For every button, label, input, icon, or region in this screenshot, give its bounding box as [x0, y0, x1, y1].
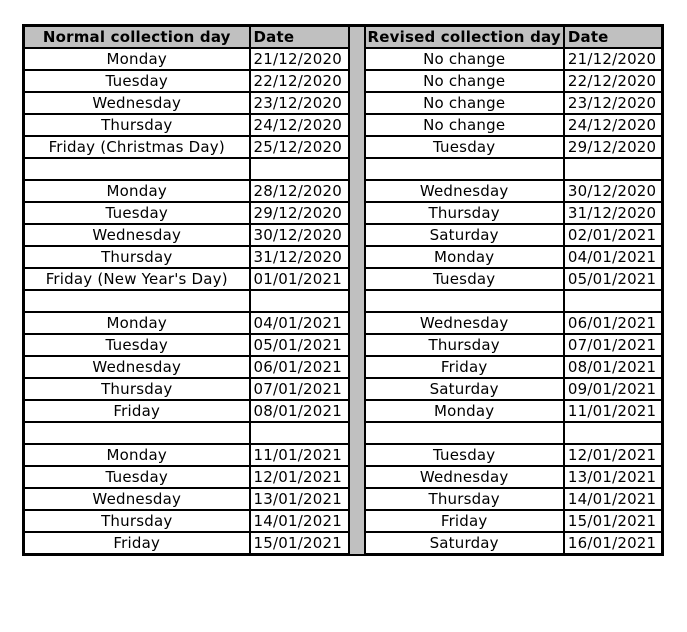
revised-day-cell: Thursday — [365, 202, 564, 224]
table-row — [24, 334, 663, 356]
normal-day-cell: Tuesday — [24, 466, 250, 488]
table-row — [24, 180, 663, 202]
revised-day-cell: Thursday — [365, 488, 564, 510]
normal-day-cell: Friday — [24, 532, 250, 555]
revised-date-cell: 15/01/2021 — [564, 510, 663, 532]
normal-day-cell — [24, 158, 250, 180]
table-row — [24, 202, 663, 224]
normal-date-cell: 13/01/2021 — [250, 488, 349, 510]
revised-date-cell: 06/01/2021 — [564, 312, 663, 334]
revised-day-cell: Saturday — [365, 532, 564, 555]
normal-day-cell: Tuesday — [24, 202, 250, 224]
revised-date-cell: 08/01/2021 — [564, 356, 663, 378]
table-row — [24, 268, 663, 290]
revised-date-cell — [564, 422, 663, 444]
revised-date-cell: 11/01/2021 — [564, 400, 663, 422]
table-row — [24, 224, 663, 246]
normal-day-cell: Friday (Christmas Day) — [24, 136, 250, 158]
revised-day-cell: Tuesday — [365, 268, 564, 290]
normal-day-cell: Wednesday — [24, 356, 250, 378]
table-row — [24, 488, 663, 510]
revised-day-cell: Monday — [365, 400, 564, 422]
table-row — [24, 246, 663, 268]
normal-day-cell: Monday — [24, 312, 250, 334]
revised-day-cell: Thursday — [365, 334, 564, 356]
revised-day-cell — [365, 422, 564, 444]
revised-day-cell: No change — [365, 92, 564, 114]
normal-day-cell: Monday — [24, 180, 250, 202]
revised-day-cell: No change — [365, 114, 564, 136]
normal-date-cell: 30/12/2020 — [250, 224, 349, 246]
normal-date-cell — [250, 422, 349, 444]
normal-date-header: Date — [250, 26, 349, 49]
normal-date-cell: 29/12/2020 — [250, 202, 349, 224]
normal-day-cell: Wednesday — [24, 92, 250, 114]
revised-day-cell: Tuesday — [365, 136, 564, 158]
table-row — [24, 48, 663, 70]
table-row — [24, 92, 663, 114]
revised-date-cell: 31/12/2020 — [564, 202, 663, 224]
normal-date-cell: 12/01/2021 — [250, 466, 349, 488]
revised-date-cell: 29/12/2020 — [564, 136, 663, 158]
normal-day-cell: Friday — [24, 400, 250, 422]
revised-date-cell: 04/01/2021 — [564, 246, 663, 268]
revised-day-cell: Wednesday — [365, 466, 564, 488]
table-row — [24, 312, 663, 334]
table-row — [24, 510, 663, 532]
table-row — [24, 136, 663, 158]
normal-date-cell: 14/01/2021 — [250, 510, 349, 532]
normal-day-cell: Tuesday — [24, 70, 250, 92]
normal-date-cell: 01/01/2021 — [250, 268, 349, 290]
revised-day-cell — [365, 290, 564, 312]
table-row — [24, 114, 663, 136]
revised-date-cell: 05/01/2021 — [564, 268, 663, 290]
normal-date-cell: 24/12/2020 — [250, 114, 349, 136]
revised-date-cell: 16/01/2021 — [564, 532, 663, 555]
normal-day-cell: Thursday — [24, 378, 250, 400]
revised-day-cell: Monday — [365, 246, 564, 268]
collection-schedule-table — [22, 24, 664, 556]
spacer-row — [24, 422, 663, 444]
revised-date-cell: 22/12/2020 — [564, 70, 663, 92]
revised-date-cell: 24/12/2020 — [564, 114, 663, 136]
revised-day-cell: No change — [365, 48, 564, 70]
normal-day-cell — [24, 290, 250, 312]
revised-day-cell — [365, 158, 564, 180]
revised-day-header: Revised collection day — [365, 26, 564, 49]
table-row — [24, 378, 663, 400]
revised-day-cell: Friday — [365, 510, 564, 532]
table-row — [24, 356, 663, 378]
spacer-row — [24, 158, 663, 180]
revised-date-cell: 14/01/2021 — [564, 488, 663, 510]
table-row — [24, 466, 663, 488]
normal-day-cell: Thursday — [24, 246, 250, 268]
normal-date-cell: 21/12/2020 — [250, 48, 349, 70]
normal-day-cell: Monday — [24, 444, 250, 466]
header-row — [24, 26, 663, 49]
normal-date-cell: 11/01/2021 — [250, 444, 349, 466]
revised-date-cell: 23/12/2020 — [564, 92, 663, 114]
normal-date-cell: 22/12/2020 — [250, 70, 349, 92]
normal-date-cell — [250, 290, 349, 312]
revised-day-cell: Saturday — [365, 224, 564, 246]
normal-date-cell: 04/01/2021 — [250, 312, 349, 334]
normal-date-cell — [250, 158, 349, 180]
revised-day-cell: No change — [365, 70, 564, 92]
normal-date-cell: 23/12/2020 — [250, 92, 349, 114]
spacer-row — [24, 290, 663, 312]
normal-date-cell: 28/12/2020 — [250, 180, 349, 202]
revised-date-cell: 09/01/2021 — [564, 378, 663, 400]
normal-day-cell: Monday — [24, 48, 250, 70]
revised-day-cell: Saturday — [365, 378, 564, 400]
normal-day-header: Normal collection day — [24, 26, 250, 49]
revised-day-cell: Wednesday — [365, 312, 564, 334]
normal-day-cell: Thursday — [24, 114, 250, 136]
revised-date-cell: 13/01/2021 — [564, 466, 663, 488]
normal-date-cell: 08/01/2021 — [250, 400, 349, 422]
revised-date-cell: 21/12/2020 — [564, 48, 663, 70]
revised-date-cell: 30/12/2020 — [564, 180, 663, 202]
table-row — [24, 70, 663, 92]
normal-date-cell: 05/01/2021 — [250, 334, 349, 356]
table-row — [24, 400, 663, 422]
normal-day-cell: Thursday — [24, 510, 250, 532]
normal-date-cell: 06/01/2021 — [250, 356, 349, 378]
normal-date-cell: 31/12/2020 — [250, 246, 349, 268]
normal-day-cell: Friday (New Year's Day) — [24, 268, 250, 290]
revised-date-cell — [564, 290, 663, 312]
normal-date-cell: 15/01/2021 — [250, 532, 349, 555]
revised-date-cell — [564, 158, 663, 180]
normal-day-cell: Tuesday — [24, 334, 250, 356]
revised-day-cell: Wednesday — [365, 180, 564, 202]
normal-day-cell: Wednesday — [24, 488, 250, 510]
table-row — [24, 532, 663, 555]
normal-date-cell: 25/12/2020 — [250, 136, 349, 158]
revised-day-cell: Friday — [365, 356, 564, 378]
normal-day-cell: Wednesday — [24, 224, 250, 246]
revised-date-header: Date — [564, 26, 663, 49]
revised-date-cell: 07/01/2021 — [564, 334, 663, 356]
table-row — [24, 444, 663, 466]
column-separator — [349, 26, 365, 555]
revised-day-cell: Tuesday — [365, 444, 564, 466]
revised-date-cell: 12/01/2021 — [564, 444, 663, 466]
schedule-body — [24, 26, 663, 555]
revised-date-cell: 02/01/2021 — [564, 224, 663, 246]
normal-day-cell — [24, 422, 250, 444]
normal-date-cell: 07/01/2021 — [250, 378, 349, 400]
